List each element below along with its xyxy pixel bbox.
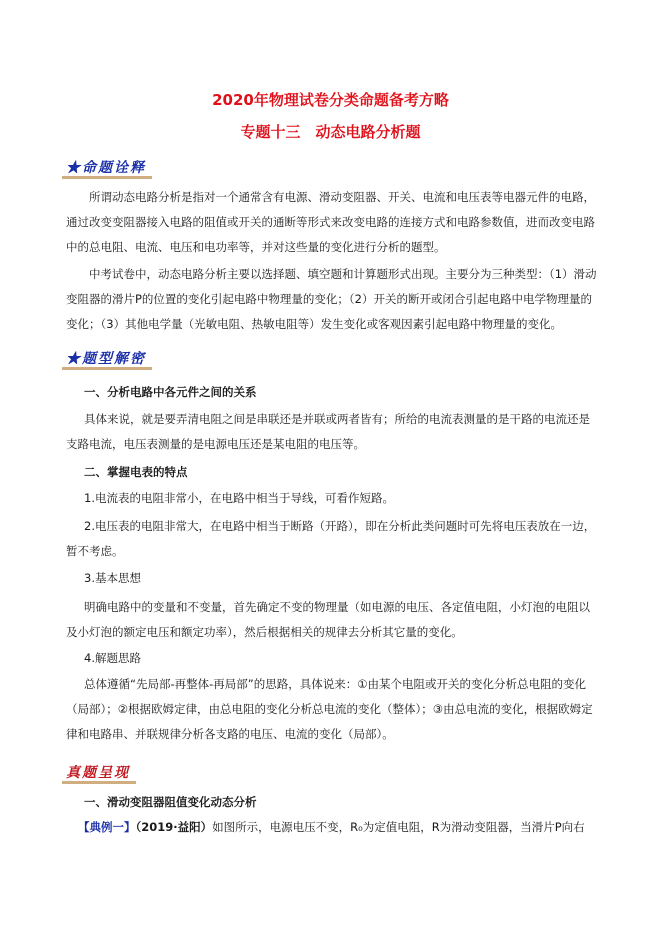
section-heading-analysis bbox=[66, 348, 146, 368]
subheading-rheostat: 一、滑动变阻器阻值变化动态分析 bbox=[84, 795, 257, 809]
document-subtitle: 专题十三 动态电路分析题 bbox=[240, 123, 421, 141]
paragraph-exam-types: 中考试卷中，动态电路分析主要以选择题、填空题和计算题形式出现。主要分为三种类型：（1）滑动变阻器的滑片P的位置的变化引起电路中物理量的变化；（2）开关的断开或闭合引起电路中电学物理量的变化；（3）其他电学量（光敏电阻、热敏电阻等）发生变化或客观因素引起电路中物理量的变化。 bbox=[66, 267, 597, 331]
paragraph-voltmeter: 2.电压表的电阻非常大，在电路中相当于断路（开路），即在分析此类问题时可先将电压表放在一边，暂不考虑。 bbox=[66, 519, 596, 558]
document-title: 2020年物理试卷分类命题备考方略 bbox=[212, 91, 449, 109]
paragraph-solving-heading: 4.解题思路 bbox=[84, 651, 141, 665]
paragraph-solving-steps: 总体遵循“先局部-再整体-再局部”的思路，具体说来：①由某个电阻或开关的变化分析总电阻的变化（局部）；②根据欧姆定律，由总电阻的变化分析总电流的变化（整体）；③由总电流的变化，根据欧姆定律和电路串、并联规律分析各支路的电压、电流的变化（局部）。 bbox=[66, 677, 593, 741]
example-text: 如图所示，电源电压不变，R₀为定值电阻，R为滑动变阻器，当滑片P向右 bbox=[212, 820, 585, 834]
subheading-meter-features: 二、掌握电表的特点 bbox=[84, 465, 188, 479]
section-label: ★命题诠释 bbox=[66, 160, 146, 176]
section-underline bbox=[62, 781, 136, 784]
section-label: ★题型解密 bbox=[66, 351, 146, 367]
example-tag: 【典例一】 bbox=[78, 820, 136, 834]
section-heading-interpretation bbox=[66, 157, 146, 177]
example-source: （2019·益阳） bbox=[135, 820, 213, 834]
paragraph-relation: 具体来说，就是要弄清电阻之间是串联还是并联或两者皆有；所给的电流表测量的是干路的电流还是支路电流，电压表测量的是电源电压还是某电阻的电压等。 bbox=[66, 412, 590, 451]
subheading-component-relation: 一、分析电路中各元件之间的关系 bbox=[84, 385, 257, 399]
example-paragraph bbox=[78, 815, 600, 840]
section-underline bbox=[62, 176, 152, 179]
section-underline bbox=[62, 367, 152, 370]
paragraph-definition: 所谓动态电路分析是指对一个通常含有电源、滑动变阻器、开关、电流和电压表等电器元件的电路，通过改变变阻器接入电路的阻值或开关的通断等形式来改变电路的连接方式和电路参数值，进而改变电路中的总电阻、电流、电压和电功率等，并对这些量的变化进行分析的题型。 bbox=[66, 190, 595, 254]
paragraph-ammeter: 1.电流表的电阻非常小，在电路中相当于导线，可看作短路。 bbox=[84, 491, 394, 505]
section-heading-real-exams bbox=[66, 762, 130, 782]
section-label: 真题呈现 bbox=[66, 765, 130, 781]
paragraph-basic-idea: 明确电路中的变量和不变量，首先确定不变的物理量（如电源的电压、各定值电阻，小灯泡的电阻以及小灯泡的额定电压和额定功率），然后根据相关的规律去分析其它量的变化。 bbox=[66, 600, 590, 639]
paragraph-basic-idea-heading: 3.基本思想 bbox=[84, 571, 141, 585]
